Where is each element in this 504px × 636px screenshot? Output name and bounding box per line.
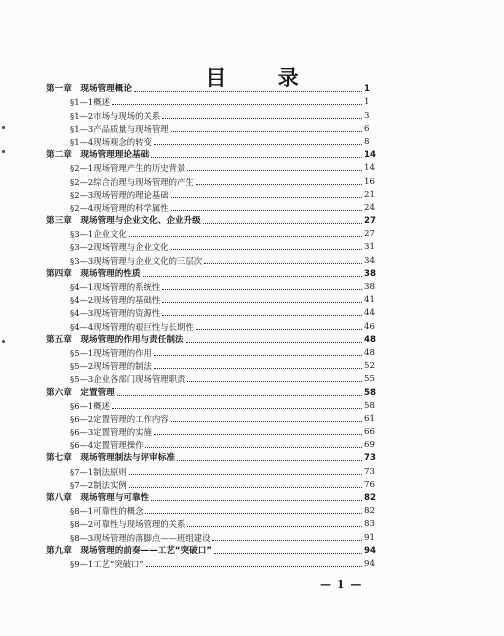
toc-section-entry bbox=[46, 517, 376, 530]
dot-leader bbox=[162, 315, 362, 316]
dot-leader bbox=[129, 236, 362, 237]
toc-section-entry bbox=[46, 438, 376, 451]
dot-leader bbox=[186, 342, 362, 343]
entry-page-number: 24 bbox=[364, 202, 375, 213]
entry-title: §2—2综合治理与现场管理的产生 bbox=[70, 176, 194, 187]
toc-section-entry bbox=[46, 293, 376, 306]
entry-page-number: 34 bbox=[364, 255, 375, 266]
entry-title: §6—3定置管理的实施 bbox=[70, 427, 152, 438]
entry-page-number: 58 bbox=[364, 387, 376, 398]
entry-page-number: 82 bbox=[364, 506, 375, 517]
entry-title: 第一章 现场管理概论 bbox=[46, 84, 132, 95]
entry-title: §6—1概述 bbox=[70, 400, 110, 411]
entry-page-number: 27 bbox=[364, 216, 376, 227]
entry-title: §3—1企业文化 bbox=[70, 229, 127, 240]
entry-page-number: 8 bbox=[364, 136, 370, 147]
entry-title: §9—1工艺“突破口” bbox=[70, 558, 144, 569]
entry-title: 第五章 现场管理的作用与责任制法 bbox=[46, 334, 184, 345]
toc-section-entry bbox=[46, 253, 376, 266]
entry-page-number: 3 bbox=[364, 110, 370, 121]
dot-leader bbox=[162, 302, 362, 303]
entry-title: 第三章 现场管理与企业文化、企业升级 bbox=[46, 216, 201, 227]
toc-section-entry bbox=[46, 122, 376, 135]
toc-section-entry bbox=[46, 161, 376, 174]
toc-chapter-entry bbox=[46, 333, 376, 346]
entry-title: §2—1现场管理产生的历史背景 bbox=[70, 163, 186, 174]
entry-page-number: 31 bbox=[364, 242, 375, 253]
dot-leader bbox=[129, 487, 362, 488]
dot-leader bbox=[134, 91, 362, 92]
toc-chapter-entry bbox=[46, 544, 376, 557]
table-of-contents bbox=[46, 82, 376, 570]
entry-page-number: 61 bbox=[364, 413, 375, 424]
page-number: — 1 — bbox=[320, 578, 363, 591]
entry-title: §2—4现场管理的科学属性 bbox=[70, 202, 169, 213]
entry-title: §2—3现场管理的理论基础 bbox=[70, 189, 169, 200]
entry-title: §5—1现场管理的作用 bbox=[70, 347, 152, 358]
dot-leader bbox=[145, 447, 362, 448]
entry-title: §6—2定置管理的工作内容 bbox=[70, 413, 169, 424]
entry-page-number: 48 bbox=[364, 347, 375, 358]
dot-leader bbox=[146, 566, 362, 567]
dot-leader bbox=[196, 329, 362, 330]
entry-page-number: 55 bbox=[364, 374, 375, 385]
toc-section-entry bbox=[46, 174, 376, 187]
dot-leader bbox=[154, 434, 362, 435]
entry-title: 第二章 现场管理理论基础 bbox=[46, 150, 150, 161]
entry-page-number: 83 bbox=[364, 519, 375, 530]
toc-section-entry bbox=[46, 412, 376, 425]
toc-section-entry bbox=[46, 319, 376, 332]
dot-leader bbox=[171, 197, 362, 198]
toc-chapter-entry bbox=[46, 267, 376, 280]
entry-page-number: 94 bbox=[364, 558, 375, 569]
toc-section-entry bbox=[46, 478, 376, 491]
toc-chapter-entry bbox=[46, 214, 376, 227]
dot-leader bbox=[187, 526, 362, 527]
dot-leader bbox=[171, 131, 362, 132]
toc-section-entry bbox=[46, 530, 376, 543]
entry-page-number: 41 bbox=[364, 295, 375, 306]
entry-title: 第八章 现场管理与可靠性 bbox=[46, 493, 150, 503]
toc-section-entry bbox=[46, 464, 376, 477]
entry-page-number: 44 bbox=[364, 308, 375, 319]
entry-title: 第六章 定置管理 bbox=[46, 387, 115, 398]
entry-page-number: 14 bbox=[364, 150, 376, 161]
entry-title: §1—1概述 bbox=[70, 97, 110, 108]
entry-page-number: 48 bbox=[364, 334, 376, 345]
entry-title: §7—2制法实例 bbox=[70, 479, 127, 490]
entry-title: §1—4现场观念的转变 bbox=[70, 136, 152, 147]
toc-chapter-entry bbox=[46, 148, 376, 161]
toc-section-entry bbox=[46, 280, 376, 293]
entry-page-number: 58 bbox=[364, 400, 375, 411]
entry-title: §4—2现场管理的基础性 bbox=[70, 295, 161, 306]
dot-leader bbox=[154, 368, 362, 369]
entry-title: §5—3企业各部门现场管理职责 bbox=[70, 374, 186, 385]
dot-leader bbox=[171, 249, 362, 250]
toc-section-entry bbox=[46, 372, 376, 385]
entry-title: §3—2现场管理与企业文化 bbox=[70, 242, 169, 253]
entry-title: 第四章 现场管理的性质 bbox=[46, 268, 141, 279]
toc-section-entry bbox=[46, 135, 376, 148]
toc-chapter-entry bbox=[46, 451, 376, 464]
dot-leader bbox=[187, 381, 362, 382]
toc-chapter-entry bbox=[46, 491, 376, 504]
entry-title: §7—1制法原则 bbox=[70, 466, 127, 477]
entry-title: §3—3现场管理与企业文化的三层次 bbox=[70, 255, 203, 266]
scan-speck bbox=[2, 150, 5, 153]
dot-leader bbox=[171, 421, 362, 422]
entry-title: §6—4定置管理操作 bbox=[70, 440, 144, 451]
entry-page-number: 76 bbox=[364, 479, 375, 490]
entry-title: §1—3产品质量与现场管理 bbox=[70, 123, 169, 134]
toc-section-entry bbox=[46, 227, 376, 240]
entry-page-number: 27 bbox=[364, 229, 375, 240]
dot-leader bbox=[177, 460, 362, 461]
dot-leader bbox=[151, 500, 362, 501]
dot-leader bbox=[145, 513, 362, 514]
dot-leader bbox=[204, 263, 362, 264]
toc-chapter-entry bbox=[46, 385, 376, 398]
entry-page-number: 82 bbox=[364, 493, 376, 503]
toc-section-entry bbox=[46, 108, 376, 121]
dot-leader bbox=[187, 170, 362, 171]
entry-title: §4—4现场管理的艰巨性与长期性 bbox=[70, 321, 194, 332]
toc-section-entry bbox=[46, 504, 376, 517]
dot-leader bbox=[112, 408, 362, 409]
entry-page-number: 1 bbox=[364, 84, 370, 95]
entry-page-number: 52 bbox=[364, 361, 375, 372]
entry-page-number: 1 bbox=[364, 97, 370, 108]
entry-title: §8—3现场管理的落脚点——班组建设 bbox=[70, 532, 211, 543]
entry-page-number: 38 bbox=[364, 268, 376, 279]
entry-title: §4—3现场管理的资源性 bbox=[70, 308, 161, 319]
scan-speck bbox=[2, 340, 5, 343]
toc-section-entry bbox=[46, 346, 376, 359]
toc-chapter-entry bbox=[46, 82, 376, 95]
toc-section-entry bbox=[46, 425, 376, 438]
entry-page-number: 73 bbox=[364, 466, 375, 477]
entry-title: 第九章 现场管理的前奏——工艺“突破口” bbox=[46, 545, 212, 556]
dot-leader bbox=[151, 157, 362, 158]
toc-section-entry bbox=[46, 240, 376, 253]
entry-page-number: 21 bbox=[364, 189, 375, 200]
toc-section-entry bbox=[46, 201, 376, 214]
entry-page-number: 94 bbox=[364, 545, 376, 556]
entry-page-number: 46 bbox=[364, 321, 375, 332]
page-title: 目 录 bbox=[205, 65, 321, 90]
scan-speck bbox=[2, 126, 5, 129]
toc-section-entry bbox=[46, 399, 376, 412]
dot-leader bbox=[162, 118, 362, 119]
dot-leader bbox=[154, 355, 362, 356]
entry-title: §5—2现场管理的制法 bbox=[70, 361, 152, 372]
entry-page-number: 69 bbox=[364, 440, 375, 451]
toc-section-entry bbox=[46, 95, 376, 108]
dot-leader bbox=[171, 210, 362, 211]
entry-page-number: 38 bbox=[364, 282, 375, 292]
toc-section-entry bbox=[46, 188, 376, 201]
entry-page-number: 66 bbox=[364, 427, 375, 438]
dot-leader bbox=[162, 289, 362, 290]
entry-title: 第七章 现场管理制法与评审标准 bbox=[46, 453, 175, 464]
dot-leader bbox=[154, 144, 362, 145]
dot-leader bbox=[129, 474, 362, 475]
entry-page-number: 91 bbox=[364, 532, 375, 543]
entry-page-number: 14 bbox=[364, 163, 375, 174]
entry-page-number: 73 bbox=[364, 453, 376, 464]
entry-title: §8—1可靠性的概念 bbox=[70, 506, 144, 517]
entry-title: §8—2可靠性与现场管理的关系 bbox=[70, 519, 186, 530]
dot-leader bbox=[212, 540, 362, 541]
toc-section-entry bbox=[46, 359, 376, 372]
dot-leader bbox=[117, 395, 362, 396]
entry-page-number: 16 bbox=[364, 176, 375, 187]
dot-leader bbox=[143, 276, 362, 277]
toc-section-entry bbox=[46, 306, 376, 319]
toc-section-entry bbox=[46, 557, 376, 570]
entry-title: §4—1现场管理的系统性 bbox=[70, 282, 161, 292]
dot-leader bbox=[196, 184, 362, 185]
entry-page-number: 6 bbox=[364, 123, 370, 134]
dot-leader bbox=[112, 104, 362, 105]
entry-title: §1—2市场与现场的关系 bbox=[70, 110, 161, 121]
dot-leader bbox=[203, 223, 362, 224]
dot-leader bbox=[214, 553, 362, 554]
